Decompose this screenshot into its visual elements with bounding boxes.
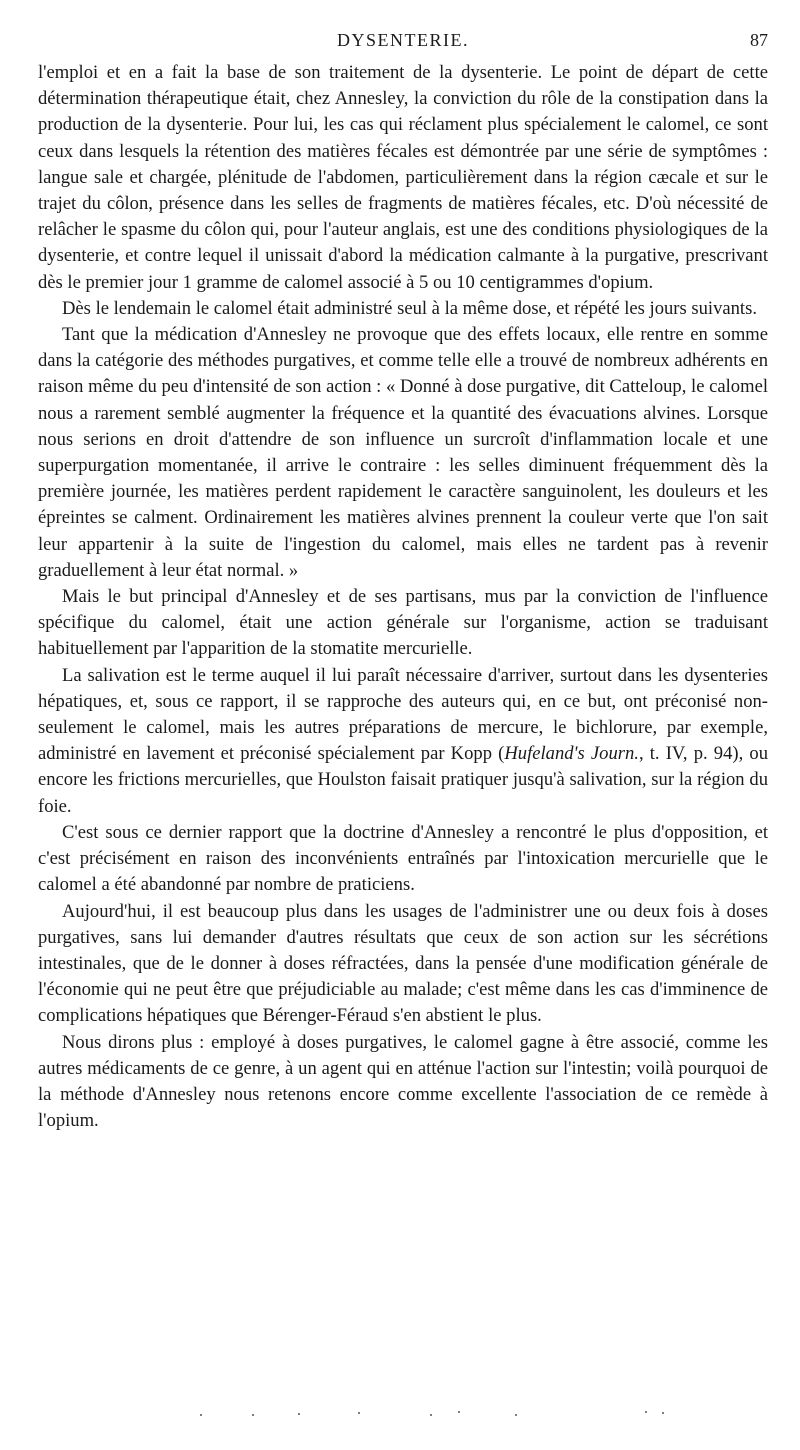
paragraph: Aujourd'hui, il est beaucoup plus dans les usages de l'administrer une ou deux fois à doses purgatives, sans lui demander d'autres résultats que ceux de son action sur les sécrétions intestinales, que de le donner à doses réfractées, dans la pensée d'une modification générale de l'économie qui ne peut être que préjudiciable au malade; c'est même dans les cas d'imminence de complications hépatiques que Bérenger-Féraud s'en abstient le plus. — [38, 900, 768, 1027]
running-title: DYSENTERIE. — [337, 30, 469, 50]
speck — [358, 1412, 360, 1414]
paragraph-text: , t. IV, p. 94), ou encore les frictions mercurielles, que Houlston faisait pratiquer jusqu'à salivation, sur la région du foie. — [38, 743, 768, 817]
speck — [252, 1414, 254, 1416]
speck — [430, 1414, 432, 1416]
speck — [645, 1411, 647, 1413]
paragraph-salivation — [38, 663, 768, 820]
speck — [515, 1414, 517, 1416]
speck — [458, 1411, 460, 1413]
speck — [662, 1412, 664, 1414]
paragraph-continuation: l'emploi et en a fait la base de son traitement de la dysenterie. Le point de départ de cette détermination thérapeutique était, chez Annesley, la conviction du rôle de la constipation dans la production de la dysenterie. Pour lui, les cas qui réclament plus spécialement le calomel, ce sont ceux dans lesquels la rétention des matières fécales est démontrée par une série de symptômes : langue sale et chargée, plénitude de l'abdomen, particulièrement dans la région cæcale et sur le trajet du côlon, présence dans les selles de fragments de matières fécales, etc. D'où nécessité de relâcher le spasme du côlon qui, pour l'auteur anglais, est une des conditions physiologiques de la dysenterie, et contre lequel il unissait d'abord la médication calmante à la purgative, prescrivant dès le premier jour 1 gramme de calomel associé à 5 ou 10 centigrammes d'opium. — [38, 62, 768, 293]
paragraph-text: La salivation est le terme auquel il lui paraît nécessaire d'arriver, surtout dans les dysenteries hépatiques, et, sous ce rapport, il se rapproche des auteurs qui, en ce but, ont préconisé non-seulement le calomel, mais les autres préparations de mercure, le bichlorure, par exemple, administré en lavement et préconisé spécialement par Kopp ( — [38, 664, 768, 765]
paragraph: Mais le but principal d'Annesley et de ses partisans, mus par la conviction de l'influence spécifique du calomel, était une action générale sur l'organisme, action se traduisant habituellement par l'apparition de la stomatite mercurielle. — [38, 586, 768, 660]
paragraph: C'est sous ce dernier rapport que la doctrine d'Annesley a rencontré le plus d'opposition, et c'est précisément en raison des inconvénients entraînés par l'intoxication mercurielle que le calomel a été abandonné par nombre de praticiens. — [38, 821, 768, 896]
paragraph: Nous dirons plus : employé à doses purgatives, le calomel gagne à être associé, comme les autres médicaments de ce genre, à un agent qui en atténue l'action sur l'intestin; voilà pourquoi de la méthode d'Annesley nous retenons encore comme excellente l'association de ce remède à l'opium. — [38, 1031, 768, 1132]
body-text — [38, 60, 768, 1134]
book-page — [38, 28, 768, 1134]
paragraph: Dès le lendemain le calomel était administré seul à la même dose, et répété les jours suivants. — [62, 297, 757, 319]
speck — [200, 1414, 202, 1416]
speck — [298, 1413, 300, 1415]
running-header — [38, 28, 768, 58]
paragraph-catteloup-quote: Tant que la médication d'Annesley ne provoque que des effets locaux, elle rentre en somme dans la catégorie des méthodes purgatives, et comme telle elle a trouvé de nombreux adhérents en raison même du peu d'intensité de son action : « Donné à dose purgative, dit Catteloup, le calomel nous a rarement semblé augmenter la fréquence et la quantité des évacuations alvines. Lorsque nous serions en droit d'attendre de son influence un surcroît d'inflammation locale et une superpurgation momentanée, il arrive le contraire : les selles diminuent fréquemment dès la première journée, les matières perdent rapidement le caractère sanguinolent, les douleurs et les épreintes se calment. Ordinairement les matières alvines prennent la couleur verte que l'on sait leur appartenir à la suite de l'ingestion du calomel, mais elles ne tardent pas à revenir graduellement à leur état normal. » — [38, 324, 768, 581]
print-specks — [200, 1410, 680, 1420]
page-number: 87 — [750, 30, 768, 50]
journal-citation: Hufeland's Journ. — [504, 743, 639, 765]
